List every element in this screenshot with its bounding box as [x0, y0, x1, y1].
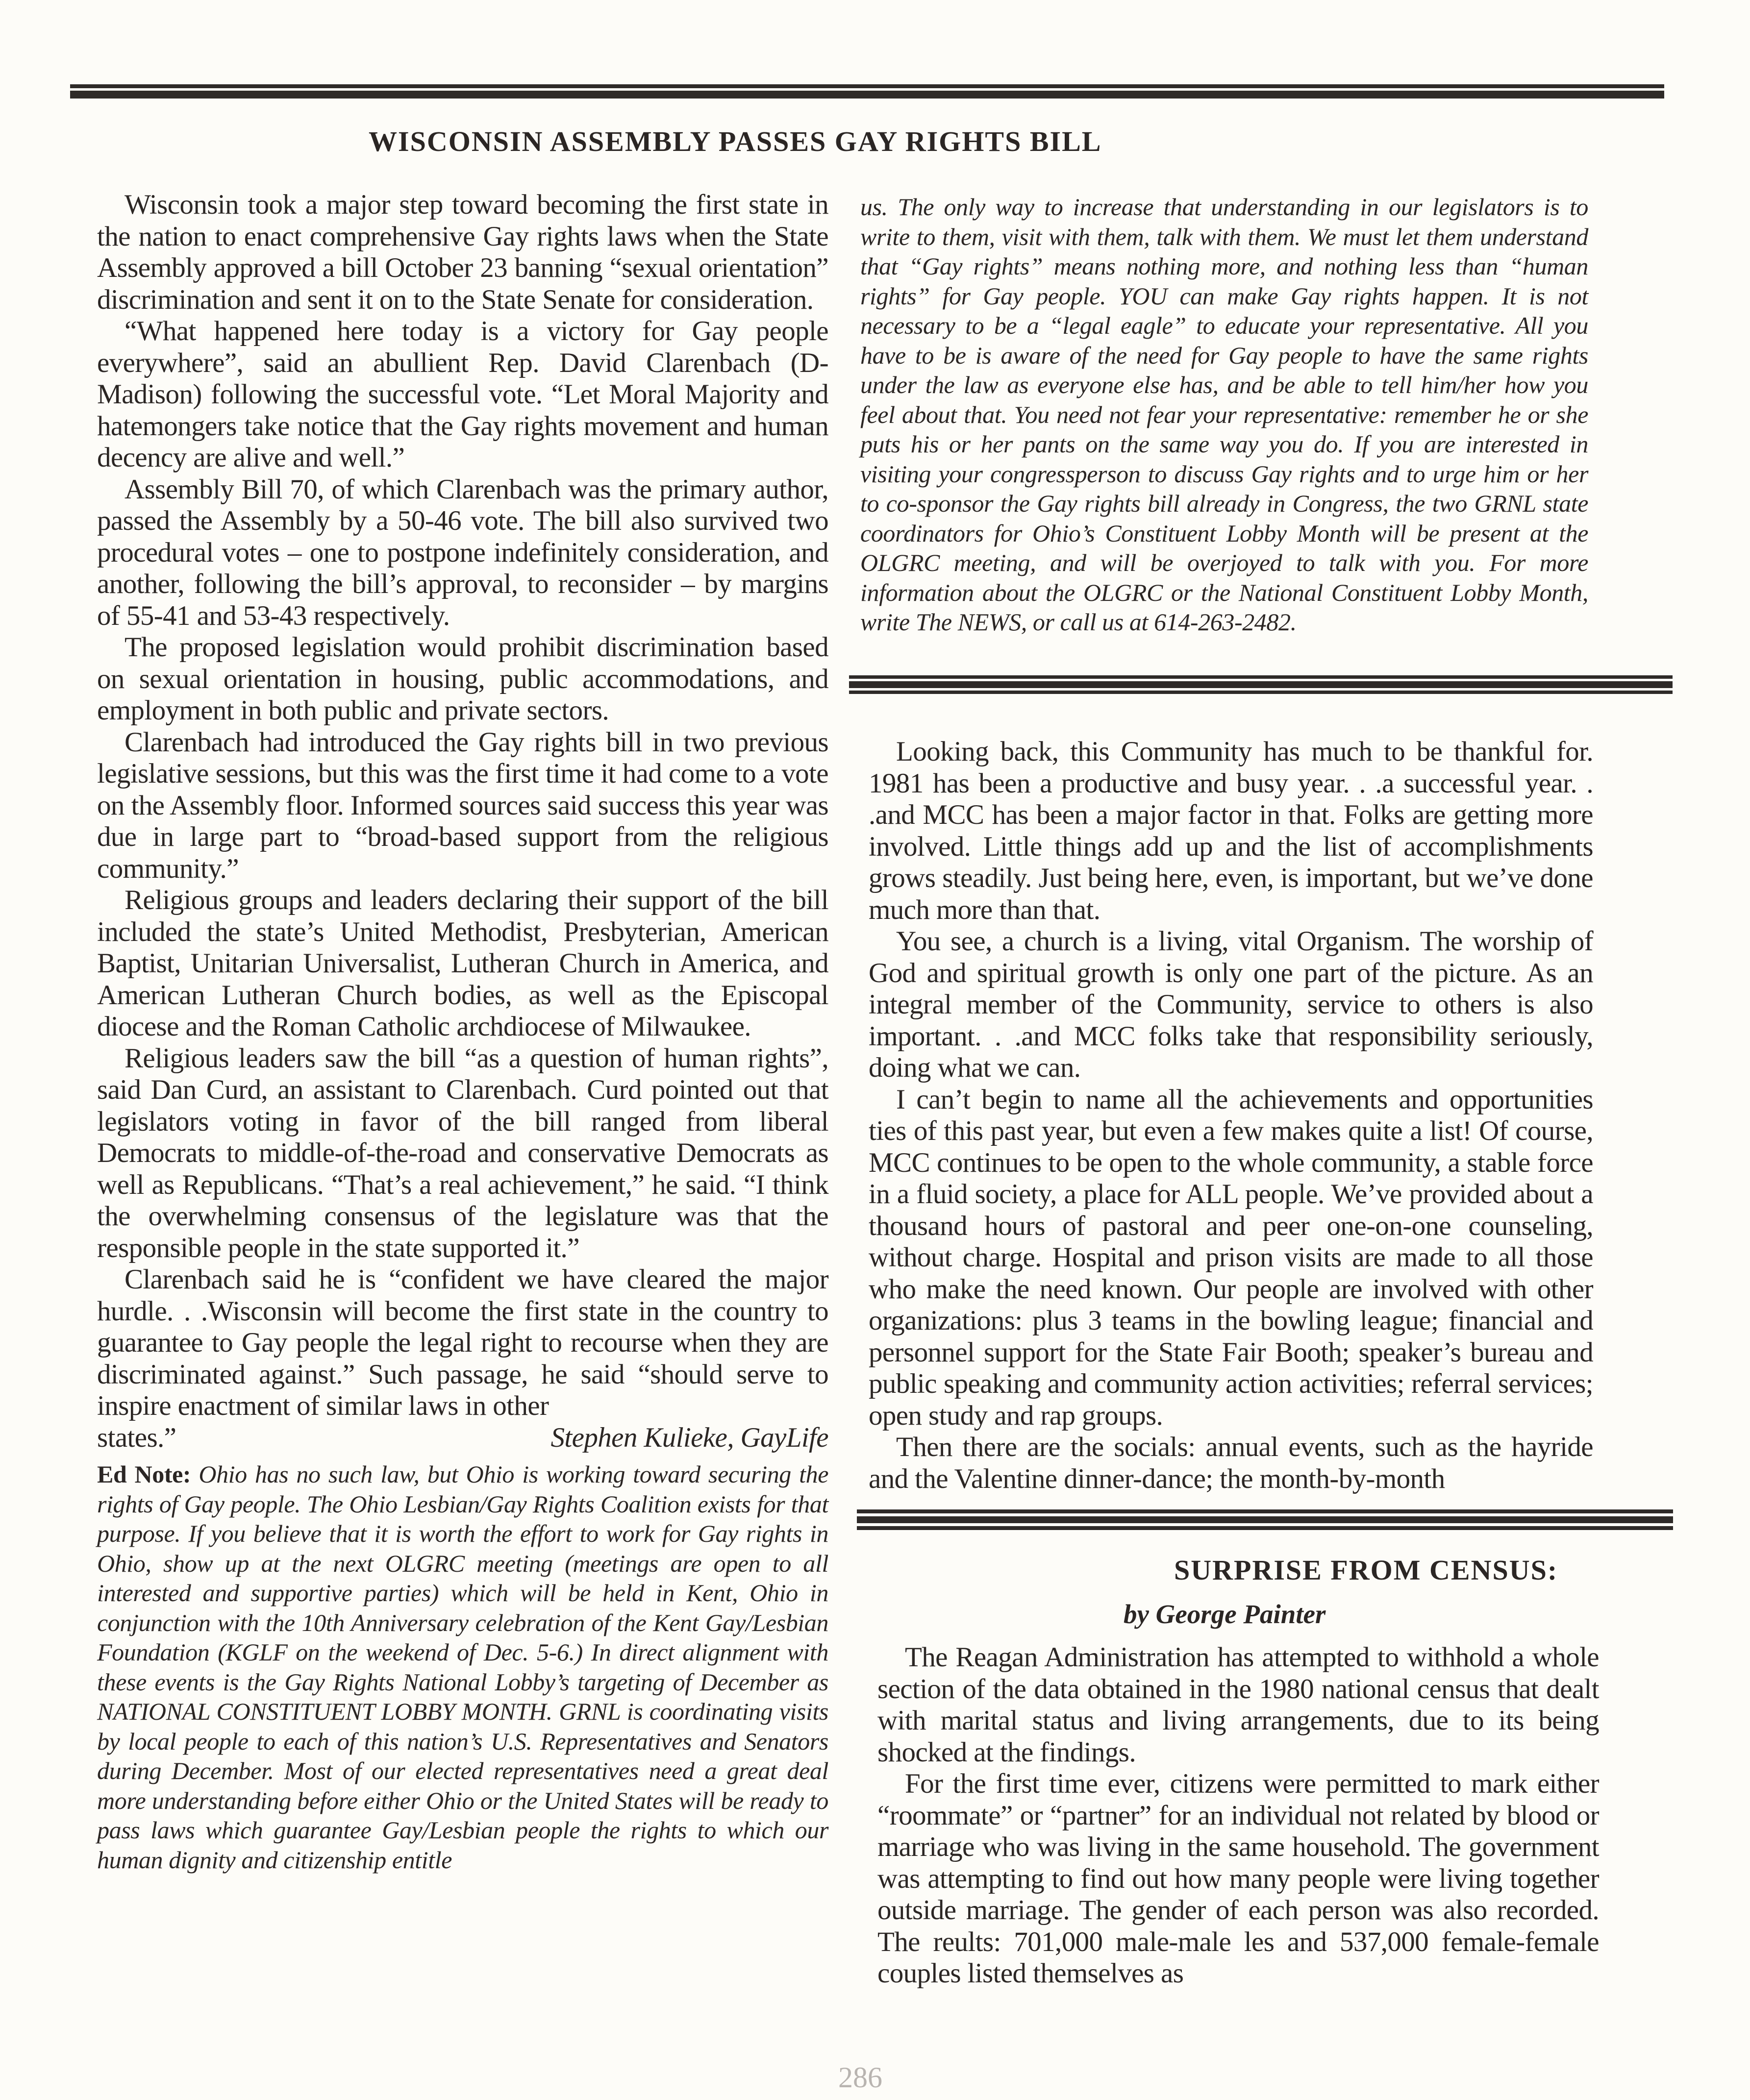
- last-line: states.”: [97, 1422, 176, 1453]
- paragraph: Clarenbach said he is “confident we have cleared the major hurdle. . .Wisconsin will become the first state in the country to guarantee to Gay people the legal right to recourse when they are discriminated against.” Such passage, he said “should serve to inspire enactment of similar laws in other: [97, 1264, 828, 1421]
- paragraph: Clarenbach had introduced the Gay rights bill in two previous legislative sessions, but this was the first time it had come to a vote on the Assembly floor. Informed sources said success this year was due in large part to “broad-based support from the religious community.”: [97, 726, 828, 884]
- ed-note-continued: [860, 192, 1588, 637]
- top-rule: [70, 84, 1664, 99]
- paragraph: Religious groups and leaders declaring their support of the bill included the state’s United Methodist, Presbyterian, American Baptist, Unitarian Universalist, Lutheran Church in America, and American Lutheran Church bodies, as well as the Episcopal diocese and the Roman Catholic archdiocese of Milwaukee.: [97, 885, 828, 1042]
- census-article: [877, 1642, 1599, 1990]
- census-title: SURPRISE FROM CENSUS:: [1174, 1554, 1558, 1586]
- census-byline: by George Painter: [1124, 1599, 1326, 1629]
- paragraph: Wisconsin took a major step toward becoming the first state in the nation to enact comprehensive Gay rights laws when the State Assembly approved a bill October 23 banning “sexual orientation” discrimination and sent it on to the State Senate for consideration.: [97, 189, 828, 315]
- mcc-article: [869, 736, 1593, 1495]
- ed-note-continued-text: us. The only way to increase that understanding in our legislators is to write to them, visit with them, talk with them. We must let them understand that “Gay rights” means nothing more, and nothing less than “human rights” for Gay people. YOU can make Gay rights happen. It is not necessary to be a “legal eagle” to educate your representative. All you have to be is aware of the need for Gay people to have the same rights under the law as everyone else has, and be able to tell him/her how you feel about that. You need not fear your representative: remember he or she puts his or her pants on the same way you do. If you are interested in visiting your congressperson to discuss Gay rights and to urge him or her to co-sponsor the Gay rights bill already in Congress, the two GRNL state coordinators for Ohio’s Constituent Lobby Month will be present at the OLGRC meeting, and will be overjoyed to talk with you. For more information about the OLGRC or the National Constituent Lobby Month, write The NEWS, or call us at 614-263-2482.: [860, 193, 1588, 636]
- ed-note-text: Ohio has no such law, but Ohio is working toward securing the rights of Gay people. The Ohio Lesbian/Gay Rights Coalition exists for that purpose. If you believe that it is worth the effort to work for Gay rights in Ohio, show up at the next OLGRC meeting (meetings are open to all interested and supportive parties) which will be held in Kent, Ohio in conjunction with the 10th Anniversary celebration of the Kent Gay/Lesbian Foundation (KGLF on the weekend of Dec. 5-6.) In direct alignment with these events is the Gay Rights National Lobby’s targeting of December as NATIONAL CONSTITUENT LOBBY MONTH. GRNL is coordinating visits by local people to each of this nation’s U.S. Representatives and Senators during December. Most of our elected representatives need a great deal more understanding before either Ohio or the United States will be ready to pass laws which guarantee Gay/Lesbian people the rights to which our human dignity and citizenship entitle: [97, 1460, 828, 1874]
- paragraph: I can’t begin to name all the achievements and opportunities ties of this past year, but even a few makes quite a list! Of course, MCC continues to be open to the whole community, a stable force in a fluid society, a place for ALL people. We’ve provided about a thousand hours of pastoral and peer one-on-one counseling, without charge. Hospital and prison visits are made to all those who make the need known. Our people are involved with other organizations: plus 3 teams in the bowling league; financial and personnel support for the State Fair Booth; speaker’s bureau and public speaking and community action activities; referral services; open study and rap groups.: [869, 1084, 1593, 1431]
- left-column: [97, 189, 828, 1875]
- paragraph: “What happened here today is a victory for Gay people everywhere”, said an abullient Rep. David Clarenbach (D-Madison) following the successful vote. “Let Moral Majority and hatemongers take notice that the Gay rights movement and human decency are alive and well.”: [97, 316, 828, 473]
- page-number: 286: [838, 2061, 882, 2094]
- paragraph: You see, a church is a living, vital Organism. The worship of God and spiritual growth is only one part of the picture. As an integral member of the Community, service to others is also important. . .and MCC folks take that responsibility seriously, doing what we can.: [869, 926, 1593, 1083]
- paragraph: Religious leaders saw the bill “as a question of human rights”, said Dan Curd, an assistant to Clarenbach. Curd pointed out that legislators voting in favor of the bill ranged from liberal Democrats to middle-of-the-road and conservative Democrats as well as Republicans. “That’s a real achievement,” he said. “I think the overwhelming consensus of the legislature was that the responsible people in the state supported it.”: [97, 1042, 828, 1263]
- editor-note: [97, 1459, 828, 1875]
- paragraph: The proposed legislation would prohibit discrimination based on sexual orientation in housing, public accommodations, and employment in both public and private sectors.: [97, 632, 828, 726]
- section-divider: [857, 1509, 1673, 1530]
- section-divider: [849, 675, 1673, 694]
- paragraph: Assembly Bill 70, of which Clarenbach was the primary author, passed the Assembly by a 50-46 vote. The bill also survived two procedural votes – one to postpone indefinitely consideration, and another, following the bill’s approval, to reconsider – by margins of 55-41 and 53-43 respectively.: [97, 473, 828, 631]
- paragraph: The Reagan Administration has attempted to withhold a whole section of the data obtained in the 1980 national census that dealt with marital status and living arrangements, due to its being shocked at the findings.: [877, 1642, 1599, 1768]
- paragraph: For the first time ever, citizens were permitted to mark either “roommate” or “partner” for an individual not related by blood or marriage who was living in the same household. The government was attempting to find out how many people were living together outside marriage. The gender of each person was also recorded. The reults: 701,000 male-male les and 537,000 female-female couples listed themselves as: [877, 1768, 1599, 1989]
- ed-note-label: Ed Note:: [97, 1460, 191, 1488]
- paragraph: Then there are the socials: annual events, such as the hayride and the Valentine dinner-dance; the month-by-month: [869, 1432, 1593, 1494]
- article-title: WISCONSIN ASSEMBLY PASSES GAY RIGHTS BILL: [369, 125, 1102, 157]
- paragraph: Looking back, this Community has much to be thankful for. 1981 has been a productive and busy year. . .a successful year. . .and MCC has been a major factor in that. Folks are getting more involved. Little things add up and the list of accomplishments grows steadily. Just being here, even, is important, but we’ve done much more than that.: [869, 736, 1593, 925]
- signature-line: [97, 1422, 828, 1454]
- author-byline: Stephen Kulieke, GayLife: [550, 1422, 828, 1453]
